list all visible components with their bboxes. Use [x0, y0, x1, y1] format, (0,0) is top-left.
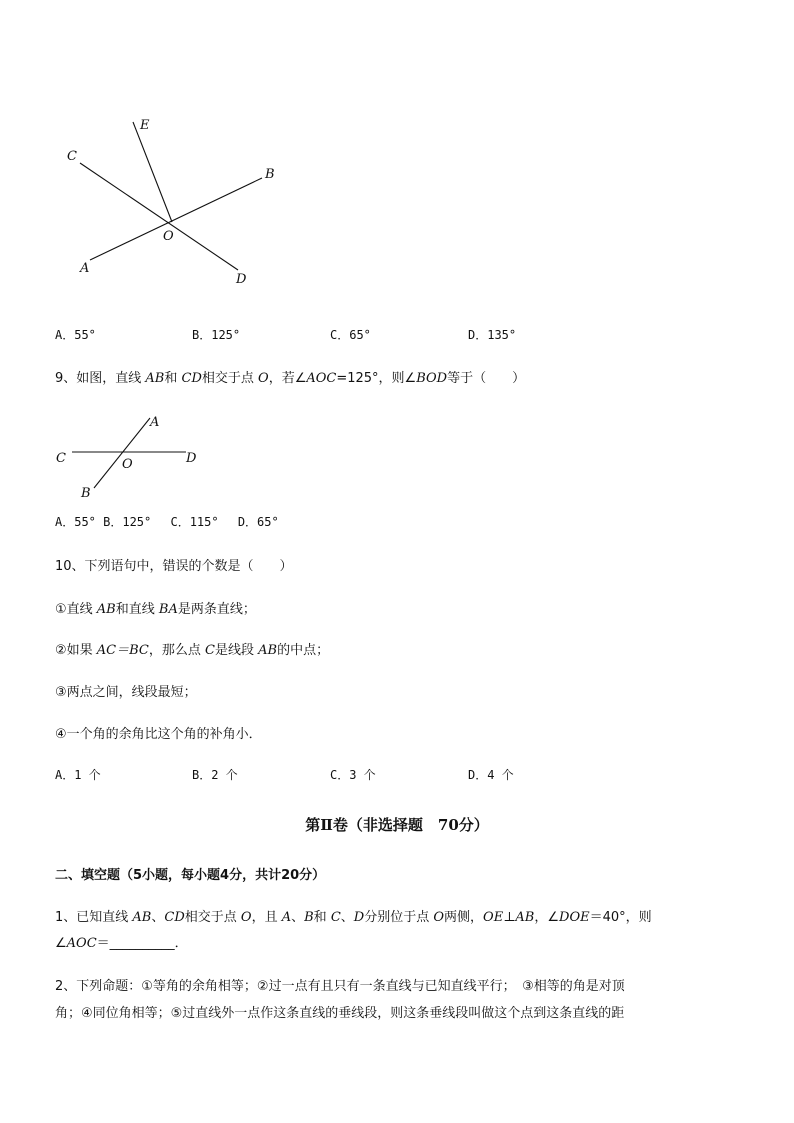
q10-text: ①直线: [55, 602, 97, 617]
fq1-text: 1、已知直线: [55, 910, 133, 925]
fq2-line-2: 角；④同位角相等；⑤过直线外一点作这条直线的垂线段，则这条垂线段叫做这个点到这条直线的距: [55, 1006, 625, 1021]
label-b: B: [81, 486, 91, 501]
fq1-var: OE⊥AB: [483, 910, 535, 925]
q10-var: C: [205, 643, 215, 658]
q9-options: A．55° B．125° C．115° D．65°: [55, 515, 279, 529]
q9-text: =125°，则∠: [336, 371, 417, 386]
q10-option-c[interactable]: C．3 个: [330, 768, 376, 782]
fq1-var: DOE: [559, 910, 590, 925]
q8-option-c[interactable]: C．65°: [330, 328, 371, 342]
fq1-answer-blank[interactable]: ＝__________．: [96, 936, 188, 951]
label-d: D: [236, 272, 247, 287]
label-e: E: [140, 118, 150, 133]
label-o: O: [122, 457, 133, 472]
fq1-var: D: [353, 910, 365, 925]
q9-text: 和: [164, 371, 182, 386]
fq1-text: 、: [340, 910, 354, 925]
figure-2-intersecting-lines: [50, 410, 210, 502]
q10-stem: 10、下列语句中，错误的个数是（ ）: [55, 559, 293, 574]
q10-statement-4: ④一个角的余角比这个角的补角小．: [55, 727, 262, 742]
fq1-var: CD: [164, 910, 185, 925]
fq1-var: C: [330, 910, 341, 925]
q9-var: BOD: [416, 371, 448, 386]
label-b: B: [265, 167, 275, 182]
q10-var: AC＝BC: [96, 643, 149, 658]
fq1-var: A: [281, 910, 292, 925]
fq1-line-2: [55, 932, 188, 951]
q9-var: O: [258, 371, 269, 386]
fq1-var: O: [240, 910, 252, 925]
label-a: A: [150, 415, 160, 430]
fq1-var: B: [304, 910, 314, 925]
fq1-text: 分别位于点: [364, 910, 434, 925]
label-c: C: [67, 149, 77, 164]
fq1-text: ，∠: [534, 910, 560, 925]
fq1-text: ∠: [55, 936, 67, 951]
fq1-text: 两侧，: [444, 910, 484, 925]
q10-text: 和直线: [115, 602, 159, 617]
q8-option-a[interactable]: A．55°: [55, 328, 96, 342]
q10-option-a[interactable]: A．1 个: [55, 768, 101, 782]
q10-text: ，那么点: [148, 643, 206, 658]
fq2-line-1: 2、下列命题：①等角的余角相等；②过一点有且只有一条直线与已知直线平行； ③相等的角是对顶: [55, 979, 625, 994]
q9-stem: [55, 367, 525, 386]
q10-text: 是两条直线；: [177, 602, 256, 617]
q10-text: ②如果: [55, 643, 97, 658]
q10-option-d[interactable]: D．4 个: [468, 768, 514, 782]
fq1-text: ，且: [251, 910, 282, 925]
fq1-var: AB: [132, 910, 152, 925]
q8-option-d[interactable]: D．135°: [468, 328, 517, 342]
q10-text: 是线段: [214, 643, 259, 658]
fq1-text: 、: [291, 910, 305, 925]
figure-1-intersecting-lines: [50, 110, 290, 295]
q10-statement-3: ③两点之间，线段最短；: [55, 685, 197, 700]
q10-text: 的中点；: [277, 643, 330, 658]
q10-statement-1: [55, 598, 256, 617]
q9-var: AB: [145, 371, 165, 386]
fq1-text: 和: [313, 910, 331, 925]
q9-var: AOC: [306, 371, 337, 386]
q10-var: BA: [158, 602, 178, 617]
q10-var: AB: [96, 602, 116, 617]
label-o: O: [163, 229, 174, 244]
q8-option-b[interactable]: B．125°: [192, 328, 241, 342]
fq1-text: 相交于点: [184, 910, 241, 925]
q9-var: CD: [181, 371, 202, 386]
section-title: 第Ⅱ卷（非选择题 70分）: [305, 816, 489, 834]
label-c: C: [56, 451, 66, 466]
label-d: D: [186, 451, 197, 466]
q9-text: 9、如图，直线: [55, 371, 146, 386]
line-ab: [90, 178, 262, 260]
q10-var: AB: [258, 643, 278, 658]
fq1-line-1: [55, 906, 652, 925]
q9-text: 等于（ ）: [447, 371, 526, 386]
fq1-text: 、: [151, 910, 165, 925]
q10-statement-2: [55, 639, 329, 658]
q9-text: 相交于点: [201, 371, 259, 386]
label-a: A: [80, 261, 90, 276]
fq1-text: ＝40°，则: [589, 910, 652, 925]
fq1-var: O: [433, 910, 445, 925]
q9-text: ，若∠: [268, 371, 307, 386]
line-ab: [94, 418, 150, 488]
fq1-var: AOC: [66, 936, 97, 951]
q10-option-b[interactable]: B．2 个: [192, 768, 238, 782]
ray-oe: [133, 122, 172, 222]
section-heading: 二、填空题（5小题，每小题4分，共计20分）: [55, 868, 326, 883]
